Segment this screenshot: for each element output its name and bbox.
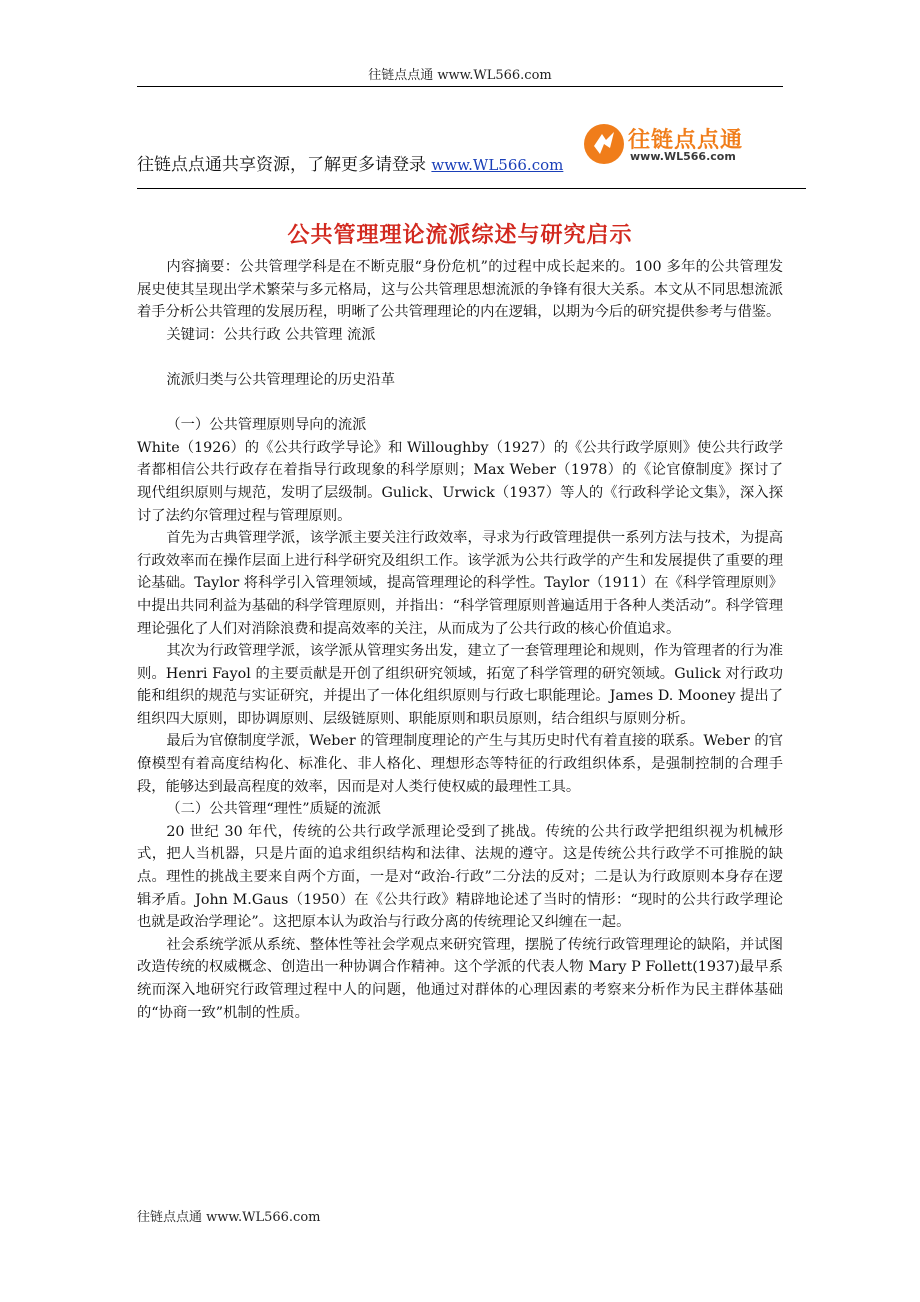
paragraph-6: 社会系统学派从系统、整体性等社会学观点来研究管理，摆脱了传统行政管理理论的缺陷，并试图改造传统的权威概念、创造出一种协调合作精神。这个学派的代表人物 Mary P Follett(1937)最早系统而深入地研究行政管理过程中人的问题，他通过对群体的心理因素的考察来分析作为民主群体基础的“协商一致”机制的性质。 bbox=[137, 936, 783, 1021]
paragraph-4: 最后为官僚制度学派，Weber 的管理制度理论的产生与其历史时代有着直接的联系。Weber 的官僚模型有着高度结构化、标准化、非人格化、理想形态等特征的行政组织体系，是强制控制的合理手段，能够达到最高程度的效率，因而是对人类行使权威的最理性工具。 bbox=[137, 733, 783, 795]
paragraph-1: White（1926）的《公共行政学导论》和 Willoughby（1927）的《公共行政学原则》使公共行政学者都相信公共行政存在着指导行政现象的科学原则；Max Weber（1978）的《论官僚制度》探讨了现代组织原则与规范，发明了层级制。Gulick、Urwick（1937）等人的《行政科学论文集》，深入探讨了法约尔管理过程与管理原则。 bbox=[137, 439, 783, 524]
logo-url: www.WL566.com bbox=[630, 150, 736, 163]
spacer bbox=[137, 392, 783, 415]
subsection-heading-1: （一）公共管理原则导向的流派 bbox=[166, 417, 367, 434]
logo-name: 往链点点通 bbox=[628, 128, 744, 153]
banner bbox=[137, 150, 563, 175]
spacer bbox=[137, 346, 783, 369]
site-logo[interactable] bbox=[582, 120, 752, 170]
banner-link[interactable]: www.WL566.com bbox=[431, 156, 564, 174]
page-footer: 往链点点通 www.WL566.com bbox=[137, 1210, 321, 1225]
logo-icon bbox=[582, 122, 626, 166]
banner-text: 往链点点通共享资源，了解更多请登录 bbox=[137, 155, 432, 175]
abstract-paragraph: 内容摘要：公共管理学科是在不断克服“身份危机”的过程中成长起来的。100 多年的公共管理发展史使其呈现出学术繁荣与多元格局，这与公共管理思想流派的争锋有很大关系。本文从不同思想流派着手分析公共管理的发展历程，明晰了公共管理理论的内在逻辑，以期为今后的研究提供参考与借鉴。 bbox=[137, 259, 783, 321]
banner-rule bbox=[137, 188, 806, 189]
subsection-heading-2: （二）公共管理“理性”质疑的流派 bbox=[166, 801, 382, 818]
paragraph-2: 首先为古典管理学派，该学派主要关注行政效率，寻求为行政管理提供一系列方法与技术，为提高行政效率而在操作层面上进行科学研究及组织工作。该学派为公共行政学的产生和发展提供了重要的理论基础。Taylor 将科学引入管理领域，提高管理理论的科学性。Taylor（1911）在《科学管理原则》中提出共同利益为基础的科学管理原则，并指出：“科学管理原则普遍适用于各种人类活动”。科学管理理论强化了人们对消除浪费和提高效率的关注，从而成为了公共行政的核心价值追求。 bbox=[137, 530, 783, 637]
document-title: 公共管理理论流派综述与研究启示 bbox=[287, 222, 633, 248]
header-rule bbox=[137, 86, 783, 87]
page-header: 往链点点通 www.WL566.com bbox=[368, 68, 552, 83]
keywords-line: 关键词：公共行政 公共管理 流派 bbox=[166, 326, 376, 343]
paragraph-3: 其次为行政管理学派，该学派从管理实务出发，建立了一套管理理论和规则，作为管理者的行为准则。Henri Fayol 的主要贡献是开创了组织研究领域，拓宽了科学管理的研究领域。Gulick 对行政功能和组织的规范与实证研究，并提出了一体化组织原则与行政七职能理论。James D. Mooney 提出了组织四大原则，即协调原则、层级链原则、职能原则和职员原则，结合组织与原则分析。 bbox=[137, 643, 783, 727]
section-heading: 流派归类与公共管理理论的历史沿革 bbox=[166, 371, 396, 388]
paragraph-5: 20 世纪 30 年代，传统的公共行政学派理论受到了挑战。传统的公共行政学把组织视为机械形式，把人当机器，只是片面的追求组织结构和法律、法规的遵守。这是传统公共行政学不可推脱的缺点。理性的挑战主要来自两个方面，一是对“政治-行政”二分法的反对；二是认为行政原则本身存在逻辑矛盾。John M.Gaus（1950）在《公共行政》精辟地论述了当时的情形：“现时的公共行政学理论也就是政治学理论”。这把原本认为政治与行政分离的传统理论又纠缠在一起。 bbox=[137, 823, 783, 931]
document-body bbox=[137, 256, 783, 1024]
